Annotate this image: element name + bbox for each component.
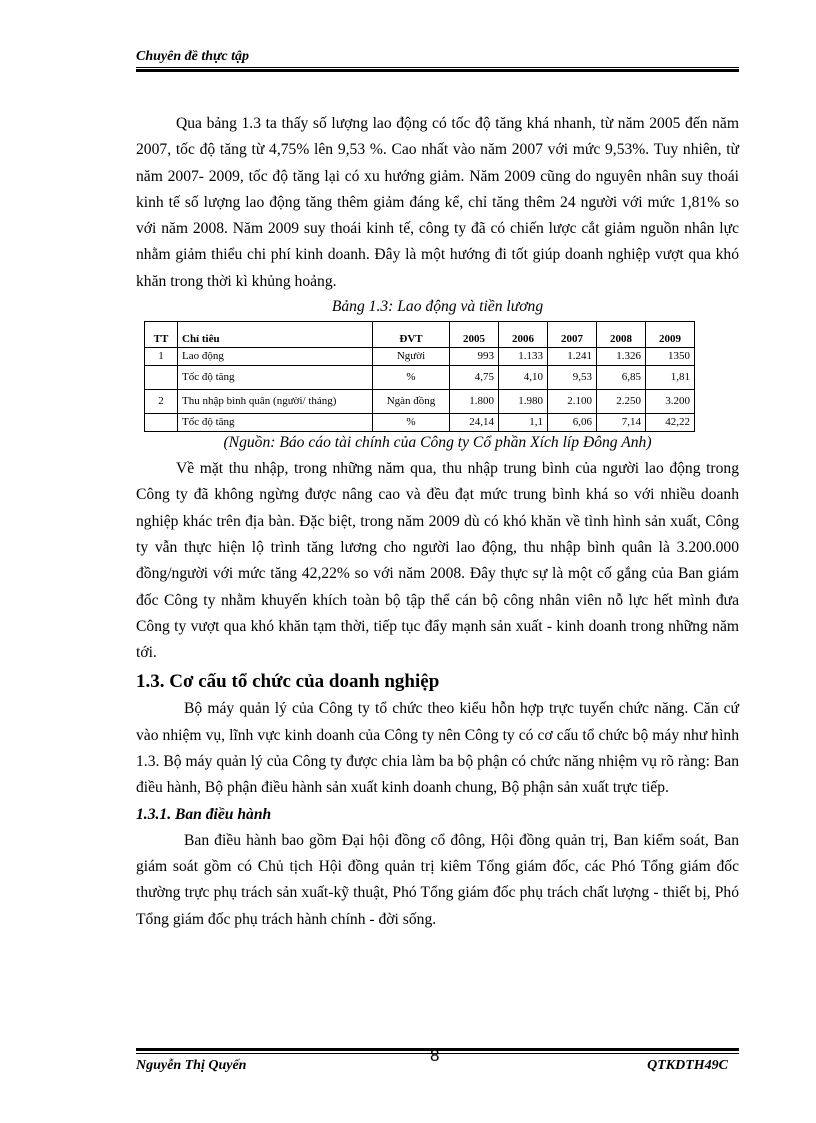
paragraph-executive-board: Ban điều hành bao gồm Đại hội đồng cổ đông, Hội đồng quản trị, Ban kiểm soát, Ban giám soát gồm có Chủ tịch Hội đồng quản trị kiêm Tổng giám đốc, các Phó Tổng giám đốc thường trực phụ trách sản xuất-kỹ thuật, Phó Tổng giám đốc phụ trách chất lượng - thiết bị, Phó Tổng giám đốc phụ trách hành chính - đời sống.	[136, 831, 739, 928]
table-row	[145, 414, 695, 432]
cell-value: 2.100	[548, 390, 597, 414]
cell-value: 2.250	[597, 390, 646, 414]
header-chi-tieu: Chỉ tiêu	[178, 322, 373, 348]
cell-chi-tieu: Tốc độ tăng	[178, 366, 373, 390]
cell-value: 1.241	[548, 348, 597, 366]
header-2007: 2007	[548, 322, 597, 348]
cell-value: 24,14	[450, 414, 499, 432]
cell-tt	[145, 414, 178, 432]
header-2006: 2006	[499, 322, 548, 348]
table-row	[145, 366, 695, 390]
cell-value: 1,1	[499, 414, 548, 432]
cell-value: 9,53	[548, 366, 597, 390]
table-header-row	[145, 322, 695, 348]
cell-value: 1,81	[646, 366, 695, 390]
labor-wage-table	[144, 321, 695, 432]
paragraph-labor-analysis: Qua bảng 1.3 ta thấy số lượng lao động có tốc độ tăng khá nhanh, từ năm 2005 đến năm 2007, tốc độ tăng từ 4,75% lên 9,53 %. Cao nhất vào năm 2007 với mức 9,53%. Tuy nhiên, từ năm 2007- 2009, tốc độ tăng lại có xu hướng giảm. Năm 2009 cũng do nguyên nhân suy thoái kinh tế số lượng lao động tăng thêm giảm đáng kể, chỉ tăng thêm 24 người với mức 1,81% so với năm 2008. Năm 2009 suy thoái kinh tế, công ty đã có chiến lược cắt giảm nguồn nhân lực nhằm giảm thiểu chi phí kinh doanh. Đây là một hướng đi tốt giúp doanh nghiệp vượt qua khó khăn trong thời kì khủng hoảng.	[136, 115, 739, 290]
cell-value: 1350	[646, 348, 695, 366]
table-row	[145, 348, 695, 366]
cell-tt	[145, 366, 178, 390]
header-2009: 2009	[646, 322, 695, 348]
footer-code: QTKDTH49C	[647, 1058, 728, 1073]
cell-value: 6,85	[597, 366, 646, 390]
cell-chi-tieu: Lao động	[178, 348, 373, 366]
header-2005: 2005	[450, 322, 499, 348]
paragraph-structure: Bộ máy quản lý của Công ty tổ chức theo kiểu hỗn hợp trực tuyến chức năng. Căn cứ vào nhiệm vụ, lĩnh vực kinh doanh của Công ty nên Công ty có cơ cấu tổ chức bộ máy như hình 1.3. Bộ máy quản lý của Công ty được chia làm ba bộ phận có chức năng nhiệm vụ rõ ràng: Ban điều hành, Bộ phận điều hành sản xuất kinh doanh chung, Bộ phận sản xuất trực tiếp.	[136, 700, 739, 797]
page-header-title: Chuyên đề thực tập	[136, 49, 250, 64]
table-source: (Nguồn: Báo cáo tài chính của Công ty Cổ phần Xích líp Đông Anh)	[223, 434, 652, 452]
header-rule-thick	[136, 69, 739, 72]
cell-value: 1.800	[450, 390, 499, 414]
page-body	[136, 111, 739, 933]
page-number: 8	[430, 1046, 440, 1065]
table-row	[145, 390, 695, 414]
cell-value: 42,22	[646, 414, 695, 432]
cell-dvt: %	[373, 366, 450, 390]
cell-value: 1.133	[499, 348, 548, 366]
section-heading: 1.3. Cơ cấu tổ chức của doanh nghiệp	[136, 671, 440, 693]
cell-chi-tieu: Thu nhập bình quân (người/ tháng)	[178, 390, 373, 414]
cell-value: 4,10	[499, 366, 548, 390]
cell-value: 6,06	[548, 414, 597, 432]
cell-value: 7,14	[597, 414, 646, 432]
header-2008: 2008	[597, 322, 646, 348]
cell-tt: 2	[145, 390, 178, 414]
cell-dvt: Người	[373, 348, 450, 366]
cell-tt: 1	[145, 348, 178, 366]
cell-chi-tieu: Tốc độ tăng	[178, 414, 373, 432]
subsection-heading: 1.3.1. Ban điều hành	[136, 805, 272, 823]
cell-value: 1.326	[597, 348, 646, 366]
cell-value: 3.200	[646, 390, 695, 414]
header-dvt: ĐVT	[373, 322, 450, 348]
cell-value: 4,75	[450, 366, 499, 390]
footer-author: Nguyễn Thị Quyến	[136, 1058, 247, 1073]
cell-dvt: %	[373, 414, 450, 432]
cell-value: 993	[450, 348, 499, 366]
paragraph-income: Về mặt thu nhập, trong những năm qua, thu nhập trung bình của người lao động trong Công ty đã không ngừng được nâng cao và đều đạt mức trung bình khá so với nhiều doanh nghiệp khác trên địa bàn. Đặc biệt, trong năm 2009 dù có khó khăn về tình hình sản xuất, Công ty vẫn thực hiện lộ trình tăng lương cho người lao động, thu nhập bình quân là 3.200.000 đồng/người với mức tăng 42,22% so với năm 2008. Đây thực sự là một cố gắng của Ban giám đốc Công ty nhằm khuyến khích toàn bộ tập thể cán bộ công nhân viên nỗ lực hết mình đưa Công ty vượt qua khó khăn tạm thời, tiếp tục đẩy mạnh sản xuất - kinh doanh trong những năm tới.	[136, 460, 739, 662]
header-rule-thin	[136, 67, 739, 68]
table-caption: Bảng 1.3: Lao động và tiền lương	[331, 298, 544, 316]
cell-dvt: Ngàn đồng	[373, 390, 450, 414]
cell-value: 1.980	[499, 390, 548, 414]
header-tt: TT	[145, 322, 178, 348]
